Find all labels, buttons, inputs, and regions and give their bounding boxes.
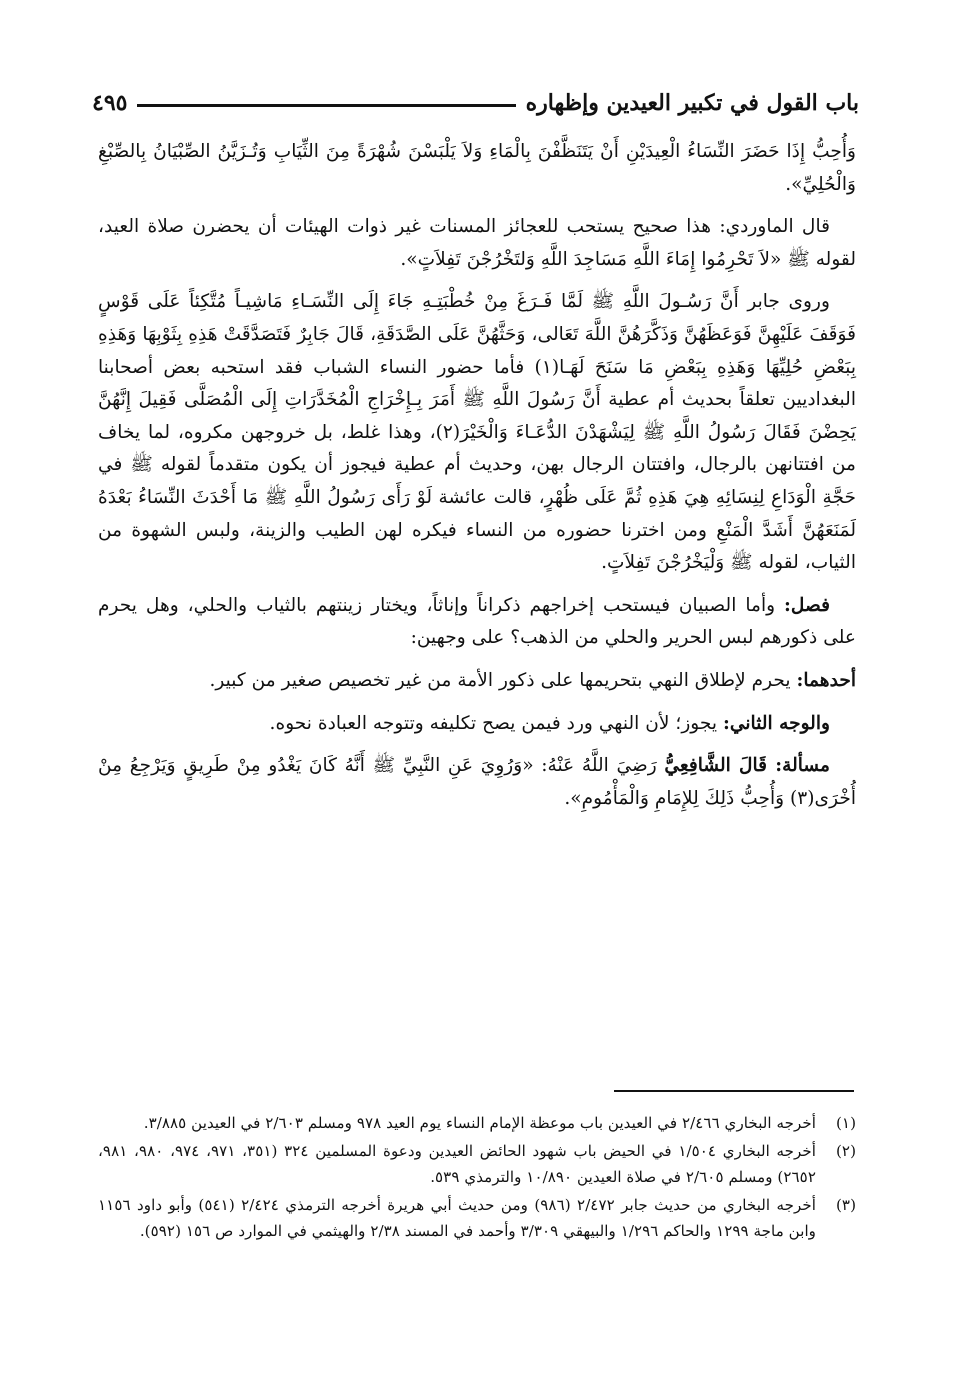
paragraph-text: وروى جابر أَنَّ رَسُـولَ اللَّهِ ﷺ لَمَّا فَـرَغَ مِنْ خُطْبَتِـهِ جَاءَ إِلَى النِّسَـاءِ مَاشِيـاً مُتَّكِئاً عَلَى قَوْسٍ فَوَقَفَ عَلَيْهِنَّ فَوَعَظَهُنَّ وَذَكَّرَهُنَّ اللَّهَ تَعَالى، وَحَثَّهُنَّ عَلَى الصَّدَقَةِ، قَالَ جَابِرٌ فَتَصَدَّقَتْ هَذِهِ بِثَوْبِهَا وَهَذِهِ بِبَعْضِ حُلِيِّهَا وَهَذِهِ بِبَعْضِ مَا سَنَحَ لَهَـا(١) فأما حضور النساء الشباب فقد استحبه بعض أصحابنا البغداديين تعلقاً بحديث أم عطية أَنَّ رَسُولَ اللَّهِ ﷺ أَمَرَ بِـإِخْرَاجِ الْمُخَدَّرَاتِ إِلَى الْمُصَلَّى فَقِيلَ إِنَّهُنَّ يَحِضْنَ فَقَالَ رَسُولُ اللَّهِ ﷺ لِيَشْهَدْنَ الدُّعَـاءَ وَالْخَيْرَ(٢)، وهذا غلط، بل خروجهن مكروه، لما يخاف من افتتانهن بالرجال، وافتتان الرجال بهن، وحديث أم عطية فيجوز أن يكون متقدماً لقوله ﷺ في حَجَّةِ الْوَدَاعِ لِنِسَائِهِ هِيَ هَذِهِ ثُمَّ عَلَى ظُهْرٍ، قالت عائشة لَوْ رَأَى رَسُولُ اللَّهِ ﷺ مَا أَحْدَثَ النِّسَاءُ بَعْدَهُ لَمَنَعَهُنَّ أَشَدَّ الْمَنْعِ ومن اخترنا حضوره من النساء فيكره لهن الطيب والزينة، ولبس الشهوة من الثياب، لقوله ﷺ وَلْيَخْرُجْنَ تَفِلاَتٍ.: [98, 291, 857, 574]
paragraph-label: أحدهما:: [796, 669, 856, 691]
header-rule: [137, 104, 515, 107]
paragraph-text: رَضِيَ اللَّهُ عَنْهُ: «وَرُوِيَ عَنِ النَّبِيِّ ﷺ أَنَّهُ كَانَ يَغْدُو مِنْ طَرِيقٍ وَيَرْجِعُ مِنْ أُخْرَى(٣) وَأُحِبُّ ذَلِكَ لِلإِمَامِ وَالْمَأْمُومِ».: [98, 755, 856, 809]
paragraph-text: وأما الصبيان فيستحب إخراجهم ذكراناً وإناثاً، ويختار زينتهم بالثياب والحلي، وهل يحرم على ذكورهم لبس الحرير والحلي من الذهب؟ على وجهين:: [98, 594, 856, 649]
paragraph-text: وَأُحِبُّ إِذَا حَضَرَ النِّسَاءُ الْعِيدَيْنِ أَنْ يَتَنَظَّفْنَ بِالْمَاءِ وَلاَ يَلْبَسْنَ شُهْرَةً مِنَ الثِّيَابِ وَتُـزَيَّنُ الصِّبْيَانُ بِالصِّبْغِ وَالْحُلِيِّ».: [98, 141, 856, 195]
page-header: [92, 86, 859, 120]
paragraph-label: مسألة: قَالَ الشَّافِعِيُّ: [664, 755, 830, 777]
footnote: [98, 1192, 856, 1244]
page-number: ٤٩٥: [92, 90, 128, 116]
paragraph: [98, 750, 856, 815]
main-text: [98, 136, 856, 825]
paragraph-text: يحرم لإطلاق النهي بتحريمها على ذكور الأمة من غير تخصيص صغير من كبير.: [209, 669, 791, 691]
footnote-divider: [614, 1090, 854, 1092]
chapter-title: باب القول في تكبير العيدين وإظهاره: [525, 90, 859, 116]
paragraph-text: قال الماوردي: هذا صحيح يستحب للعجائز المسنات غير ذوات الهيئات أن يحضرن صلاة العيد، لقوله ﷺ «لاَ تَحْرِمُوا إِمَاءَ اللَّهِ مَسَاجِدَ اللَّهِ وَلتَخْرُجْنَ تَفِلاَتٍ».: [98, 216, 856, 270]
paragraph: [98, 211, 856, 276]
footnote-text: أخرجه البخاري ٢/٤٦٦ في العيدين باب موعظة الإمام النساء يوم العيد ٩٧٨ ومسلم ٢/٦٠٣ في العيدين ٣/٨٨٥.: [143, 1114, 816, 1132]
paragraph: [98, 708, 856, 741]
footnote-number: (٣): [835, 1196, 856, 1214]
paragraph: [98, 665, 856, 698]
footnotes: [98, 1110, 856, 1246]
footnote-text: أخرجه البخاري ١/٥٠٤ في الحيض باب شهود الحائض العيدين ودعوة المسلمين ٣٢٤ (٣٥١، ٩٧١، ٩٧٤، ٩٨٠، ٩٨١، ٢٦٥٢) ومسلم ٢/٦٠٥ في صلاة العيدين ١٠/٨٩٠ والترمذي ٥٣٩.: [98, 1142, 816, 1186]
footnote-text: أخرجه البخاري من حديث جابر ٢/٤٧٢ (٩٨٦) ومن حديث أبي هريرة أخرجه الترمذي ٢/٤٢٤ (٥٤١) وأبو داود ١١٥٦ وابن ماجة ١٢٩٩ والحاكم ١/٢٩٦ والبيهقي ٣/٣٠٩ وأحمد في المسند ٢/٣٨ والهيثمي في الموارد ص ١٥٦ (٥٩٢).: [98, 1196, 816, 1240]
footnote: [98, 1110, 856, 1136]
paragraph: [98, 286, 856, 579]
paragraph: [98, 590, 856, 655]
footnote: [98, 1138, 856, 1190]
paragraph: [98, 136, 856, 201]
footnote-number: (٢): [835, 1142, 856, 1160]
footnote-number: (١): [835, 1114, 856, 1132]
paragraph-label: والوجه الثاني:: [723, 712, 830, 734]
paragraph-text: يجوز؛ لأن النهي ورد فيمن يصح تكليفه وتتوجه العبادة نحوه.: [269, 712, 718, 734]
paragraph-label: فصل:: [784, 594, 830, 616]
